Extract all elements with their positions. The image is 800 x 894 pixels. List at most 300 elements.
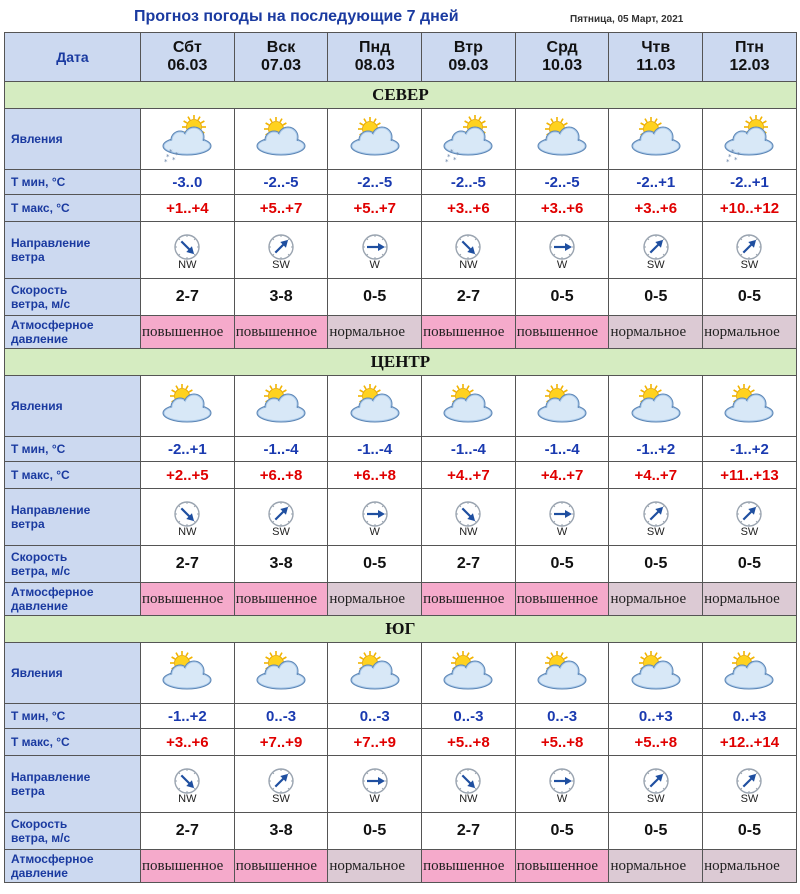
row-label-text: Т макс, °С bbox=[11, 201, 70, 215]
compass-icon bbox=[642, 233, 670, 261]
wind-direction-cell bbox=[703, 756, 797, 813]
row-label-text: Т мин, °С bbox=[11, 709, 66, 723]
wind-direction-cell bbox=[609, 489, 703, 546]
day-date: 07.03 bbox=[261, 57, 302, 74]
wind-speed-cell: 2-7 bbox=[141, 279, 235, 316]
wind-direction-label: SW bbox=[646, 258, 665, 271]
day-name: Пнд bbox=[359, 39, 391, 56]
phenomena-cell bbox=[328, 643, 422, 704]
compass-icon bbox=[548, 233, 576, 261]
row-label-text: ветра, м/с bbox=[11, 564, 71, 578]
wind-direction-row bbox=[5, 756, 797, 813]
wind-direction-label: W bbox=[556, 792, 568, 805]
svg-text:*: * bbox=[164, 158, 168, 165]
day-name: Срд bbox=[546, 39, 578, 56]
compass-icon bbox=[735, 233, 763, 261]
tmax-cell: +5..+7 bbox=[328, 195, 422, 222]
row-label-text: Атмосферное bbox=[11, 585, 94, 599]
row-label-text: Явления bbox=[11, 132, 63, 146]
wind-direction-cell bbox=[234, 222, 328, 279]
tmax-cell: +5..+8 bbox=[609, 729, 703, 756]
row-label bbox=[5, 170, 141, 195]
pressure-row bbox=[5, 850, 797, 883]
partly-cloudy-icon bbox=[437, 380, 499, 432]
tmax-row bbox=[5, 195, 797, 222]
tmin-cell: -1..+2 bbox=[703, 437, 797, 462]
phenomena-cell bbox=[422, 643, 516, 704]
svg-text:*: * bbox=[450, 148, 454, 156]
tmin-cell: -1..-4 bbox=[234, 437, 328, 462]
compass-icon bbox=[642, 500, 670, 528]
pressure-cell: нормальное bbox=[328, 583, 422, 616]
wind-direction-label: W bbox=[369, 258, 380, 271]
wind-direction-row bbox=[5, 222, 797, 279]
tmin-row bbox=[5, 704, 797, 729]
pressure-cell: повышенное bbox=[422, 316, 516, 349]
compass-icon bbox=[548, 500, 576, 528]
pressure-cell: повышенное bbox=[141, 583, 235, 616]
wind-direction-cell bbox=[328, 756, 422, 813]
compass-icon bbox=[454, 233, 482, 261]
wind-direction-cell bbox=[422, 756, 516, 813]
pressure-row bbox=[5, 316, 797, 349]
partly-cloudy-icon bbox=[531, 380, 593, 432]
row-label-text: давление bbox=[11, 332, 68, 346]
tmin-cell: -1..-4 bbox=[515, 437, 609, 462]
wind-direction-cell bbox=[328, 489, 422, 546]
phenomena-cell bbox=[703, 643, 797, 704]
partly-cloudy-icon bbox=[625, 647, 687, 699]
row-label-text: Скорость bbox=[11, 283, 68, 297]
region-name: ЮГ bbox=[5, 616, 797, 643]
wind-speed-row bbox=[5, 279, 797, 316]
day-header-3 bbox=[422, 33, 516, 82]
svg-text:*: * bbox=[731, 148, 735, 156]
tmax-cell: +3..+6 bbox=[141, 729, 235, 756]
compass-icon bbox=[361, 233, 389, 261]
day-header-1 bbox=[234, 33, 328, 82]
compass-icon bbox=[735, 500, 763, 528]
tmax-cell: +11..+13 bbox=[703, 462, 797, 489]
row-label-text: ветра bbox=[11, 517, 45, 531]
svg-text:*: * bbox=[726, 158, 730, 165]
wind-speed-cell: 3-8 bbox=[234, 546, 328, 583]
pressure-cell: повышенное bbox=[515, 316, 609, 349]
row-label-text: ветра, м/с bbox=[11, 831, 71, 845]
wind-direction-label: SW bbox=[740, 525, 759, 538]
wind-direction-cell bbox=[422, 222, 516, 279]
tmax-cell: +6..+8 bbox=[328, 462, 422, 489]
pressure-cell: повышенное bbox=[141, 850, 235, 883]
phenomena-cell bbox=[703, 109, 797, 170]
day-date: 08.03 bbox=[354, 57, 395, 74]
partly-cloudy-icon bbox=[156, 380, 218, 432]
wind-direction-cell bbox=[609, 222, 703, 279]
row-label bbox=[5, 222, 141, 279]
partly-cloudy-icon bbox=[344, 380, 406, 432]
wind-direction-cell bbox=[141, 489, 235, 546]
pressure-cell: нормальное bbox=[328, 316, 422, 349]
row-label bbox=[5, 546, 141, 583]
wind-direction-label: SW bbox=[272, 792, 290, 805]
partly-cloudy-icon bbox=[625, 380, 687, 432]
partly-cloudy-icon bbox=[344, 113, 406, 165]
tmax-cell: +6..+8 bbox=[234, 462, 328, 489]
row-label bbox=[5, 109, 141, 170]
tmin-cell: 0..+3 bbox=[609, 704, 703, 729]
pressure-cell: нормальное bbox=[609, 316, 703, 349]
phenomena-cell bbox=[515, 376, 609, 437]
pressure-cell: повышенное bbox=[515, 583, 609, 616]
day-date: 06.03 bbox=[167, 57, 208, 74]
day-name: Чтв bbox=[641, 39, 671, 56]
partly-cloudy-icon bbox=[250, 647, 312, 699]
wind-speed-cell: 0-5 bbox=[328, 813, 422, 850]
pressure-cell: повышенное bbox=[234, 850, 328, 883]
wind-speed-cell: 0-5 bbox=[703, 813, 797, 850]
wind-speed-cell: 0-5 bbox=[609, 546, 703, 583]
day-header-5 bbox=[609, 33, 703, 82]
compass-icon bbox=[267, 233, 295, 261]
phenomena-cell bbox=[141, 376, 235, 437]
date-header-label: Дата bbox=[5, 33, 141, 82]
pressure-cell: повышенное bbox=[422, 583, 516, 616]
wind-direction-label: NW bbox=[178, 525, 197, 538]
day-header-2 bbox=[328, 33, 422, 82]
phenomena-cell bbox=[703, 376, 797, 437]
row-label bbox=[5, 704, 141, 729]
tmin-cell: -2..+1 bbox=[141, 437, 235, 462]
phenomena-cell bbox=[328, 376, 422, 437]
row-label-text: Явления bbox=[11, 666, 63, 680]
partly-cloudy-icon bbox=[531, 113, 593, 165]
svg-text:*: * bbox=[445, 158, 449, 165]
wind-direction-cell bbox=[703, 489, 797, 546]
row-label bbox=[5, 437, 141, 462]
partly-cloudy-icon bbox=[344, 647, 406, 699]
cloud-snow-icon bbox=[718, 113, 780, 165]
phenomena-row bbox=[5, 109, 797, 170]
wind-speed-cell: 0-5 bbox=[515, 279, 609, 316]
row-label-text: ветра bbox=[11, 250, 45, 264]
tmax-cell: +1..+4 bbox=[141, 195, 235, 222]
row-label bbox=[5, 195, 141, 222]
day-date: 12.03 bbox=[729, 57, 770, 74]
wind-direction-cell bbox=[328, 222, 422, 279]
wind-direction-label: SW bbox=[740, 258, 759, 271]
compass-icon bbox=[454, 500, 482, 528]
wind-speed-row bbox=[5, 546, 797, 583]
phenomena-cell bbox=[234, 376, 328, 437]
day-name: Втр bbox=[453, 39, 483, 56]
tmin-cell: 0..-3 bbox=[515, 704, 609, 729]
wind-direction-label: NW bbox=[459, 792, 478, 805]
svg-text:*: * bbox=[447, 153, 451, 161]
compass-icon bbox=[548, 767, 576, 795]
day-header-6 bbox=[703, 33, 797, 82]
wind-direction-label: W bbox=[556, 258, 568, 271]
tmax-cell: +7..+9 bbox=[234, 729, 328, 756]
svg-text:*: * bbox=[169, 148, 173, 156]
row-label-text: Т макс, °С bbox=[11, 468, 70, 482]
pressure-cell: повышенное bbox=[234, 583, 328, 616]
wind-direction-cell bbox=[515, 222, 609, 279]
region-header-row bbox=[5, 349, 797, 376]
row-label bbox=[5, 376, 141, 437]
compass-icon bbox=[267, 767, 295, 795]
wind-direction-cell bbox=[234, 489, 328, 546]
date-header-row bbox=[5, 33, 797, 82]
wind-direction-label: SW bbox=[740, 792, 759, 805]
wind-direction-label: SW bbox=[646, 792, 665, 805]
wind-speed-cell: 0-5 bbox=[609, 279, 703, 316]
pressure-row bbox=[5, 583, 797, 616]
tmin-cell: -2..-5 bbox=[234, 170, 328, 195]
partly-cloudy-icon bbox=[250, 113, 312, 165]
tmax-cell: +12..+14 bbox=[703, 729, 797, 756]
tmin-cell: -1..+2 bbox=[609, 437, 703, 462]
svg-text:*: * bbox=[166, 153, 170, 161]
wind-direction-cell bbox=[141, 756, 235, 813]
tmin-cell: -2..-5 bbox=[422, 170, 516, 195]
partly-cloudy-icon bbox=[156, 647, 218, 699]
phenomena-cell bbox=[234, 109, 328, 170]
cloud-snow-icon bbox=[156, 113, 218, 165]
phenomena-cell bbox=[234, 643, 328, 704]
pressure-cell: нормальное bbox=[609, 850, 703, 883]
phenomena-cell bbox=[609, 643, 703, 704]
current-date: Пятница, 05 Март, 2021 bbox=[570, 14, 684, 25]
row-label bbox=[5, 316, 141, 349]
tmax-cell: +5..+8 bbox=[422, 729, 516, 756]
wind-direction-cell bbox=[609, 756, 703, 813]
wind-speed-cell: 0-5 bbox=[515, 813, 609, 850]
phenomena-cell bbox=[609, 376, 703, 437]
tmax-cell: +3..+6 bbox=[422, 195, 516, 222]
wind-speed-cell: 2-7 bbox=[422, 546, 516, 583]
row-label-text: ветра, м/с bbox=[11, 297, 71, 311]
wind-direction-cell bbox=[515, 489, 609, 546]
row-label-text: давление bbox=[11, 866, 68, 880]
phenomena-row bbox=[5, 376, 797, 437]
phenomena-cell bbox=[422, 376, 516, 437]
wind-speed-cell: 2-7 bbox=[141, 813, 235, 850]
wind-speed-cell: 3-8 bbox=[234, 813, 328, 850]
wind-direction-row bbox=[5, 489, 797, 546]
tmin-cell: -2..-5 bbox=[515, 170, 609, 195]
wind-direction-label: NW bbox=[178, 258, 197, 271]
svg-text:*: * bbox=[175, 151, 179, 159]
partly-cloudy-icon bbox=[625, 113, 687, 165]
compass-icon bbox=[267, 500, 295, 528]
partly-cloudy-icon bbox=[531, 647, 593, 699]
wind-speed-cell: 0-5 bbox=[515, 546, 609, 583]
row-label-text: Направление bbox=[11, 236, 91, 250]
row-label-text: Т мин, °С bbox=[11, 175, 66, 189]
day-name: Вск bbox=[266, 39, 296, 56]
forecast-table bbox=[4, 32, 797, 883]
pressure-cell: нормальное bbox=[609, 583, 703, 616]
pressure-cell: повышенное bbox=[422, 850, 516, 883]
tmin-row bbox=[5, 437, 797, 462]
tmin-cell: 0..-3 bbox=[328, 704, 422, 729]
page-title: Прогноз погоды на последующие 7 дней bbox=[134, 8, 459, 25]
partly-cloudy-icon bbox=[718, 647, 780, 699]
forecast-table-body bbox=[5, 33, 797, 883]
tmax-cell: +2..+5 bbox=[141, 462, 235, 489]
tmin-cell: -1..+2 bbox=[141, 704, 235, 729]
wind-direction-label: W bbox=[369, 792, 380, 805]
tmax-cell: +10..+12 bbox=[703, 195, 797, 222]
tmax-cell: +4..+7 bbox=[515, 462, 609, 489]
row-label bbox=[5, 462, 141, 489]
row-label-text: ветра bbox=[11, 784, 45, 798]
tmin-cell: -1..-4 bbox=[422, 437, 516, 462]
cloud-snow-icon bbox=[437, 113, 499, 165]
compass-icon bbox=[173, 767, 201, 795]
row-label bbox=[5, 489, 141, 546]
pressure-cell: повышенное bbox=[234, 316, 328, 349]
row-label-text: Т макс, °С bbox=[11, 735, 70, 749]
compass-icon bbox=[173, 500, 201, 528]
phenomena-cell bbox=[422, 109, 516, 170]
day-date: 11.03 bbox=[636, 57, 676, 74]
region-name: СЕВЕР bbox=[5, 82, 797, 109]
row-label-text: давление bbox=[11, 599, 68, 613]
pressure-cell: нормальное bbox=[328, 850, 422, 883]
row-label-text: Явления bbox=[11, 399, 63, 413]
pressure-cell: повышенное bbox=[141, 316, 235, 349]
tmax-cell: +5..+7 bbox=[234, 195, 328, 222]
wind-speed-cell: 2-7 bbox=[422, 813, 516, 850]
svg-text:*: * bbox=[737, 151, 741, 159]
tmax-cell: +3..+6 bbox=[515, 195, 609, 222]
day-date: 10.03 bbox=[542, 57, 583, 74]
phenomena-cell bbox=[141, 109, 235, 170]
region-header-row bbox=[5, 82, 797, 109]
partly-cloudy-icon bbox=[250, 380, 312, 432]
wind-direction-cell bbox=[422, 489, 516, 546]
partly-cloudy-icon bbox=[437, 647, 499, 699]
wind-direction-label: NW bbox=[178, 792, 197, 805]
partly-cloudy-icon bbox=[718, 380, 780, 432]
tmin-row bbox=[5, 170, 797, 195]
svg-text:*: * bbox=[172, 156, 176, 164]
phenomena-cell bbox=[141, 643, 235, 704]
row-label bbox=[5, 729, 141, 756]
tmax-row bbox=[5, 462, 797, 489]
pressure-cell: нормальное bbox=[703, 583, 797, 616]
wind-direction-label: SW bbox=[272, 258, 290, 271]
wind-speed-row bbox=[5, 813, 797, 850]
pressure-cell: нормальное bbox=[703, 316, 797, 349]
compass-icon bbox=[642, 767, 670, 795]
tmax-cell: +7..+9 bbox=[328, 729, 422, 756]
wind-speed-cell: 3-8 bbox=[234, 279, 328, 316]
tmax-row bbox=[5, 729, 797, 756]
row-label bbox=[5, 850, 141, 883]
tmin-cell: 0..-3 bbox=[234, 704, 328, 729]
tmin-cell: 0..+3 bbox=[703, 704, 797, 729]
day-name: Сбт bbox=[172, 39, 202, 56]
compass-icon bbox=[361, 767, 389, 795]
region-name: ЦЕНТР bbox=[5, 349, 797, 376]
region-header-row bbox=[5, 616, 797, 643]
wind-speed-cell: 0-5 bbox=[328, 279, 422, 316]
wind-direction-cell bbox=[234, 756, 328, 813]
wind-speed-cell: 2-7 bbox=[422, 279, 516, 316]
tmax-cell: +4..+7 bbox=[422, 462, 516, 489]
phenomena-cell bbox=[609, 109, 703, 170]
wind-direction-label: NW bbox=[459, 258, 478, 271]
wind-speed-cell: 0-5 bbox=[703, 546, 797, 583]
wind-direction-label: SW bbox=[646, 525, 665, 538]
day-name: Птн bbox=[734, 39, 764, 56]
svg-text:*: * bbox=[728, 153, 732, 161]
row-label bbox=[5, 583, 141, 616]
day-date: 09.03 bbox=[448, 57, 489, 74]
wind-speed-cell: 0-5 bbox=[328, 546, 422, 583]
row-label-text: Скорость bbox=[11, 550, 68, 564]
compass-icon bbox=[361, 500, 389, 528]
row-label-text: Направление bbox=[11, 503, 91, 517]
row-label bbox=[5, 756, 141, 813]
pressure-cell: повышенное bbox=[515, 850, 609, 883]
day-header-4 bbox=[515, 33, 609, 82]
tmin-cell: 0..-3 bbox=[422, 704, 516, 729]
row-label-text: Т мин, °С bbox=[11, 442, 66, 456]
svg-text:*: * bbox=[734, 156, 738, 164]
tmin-cell: -3..0 bbox=[141, 170, 235, 195]
day-header-0 bbox=[141, 33, 235, 82]
wind-speed-cell: 0-5 bbox=[609, 813, 703, 850]
row-label-text: Атмосферное bbox=[11, 852, 94, 866]
tmin-cell: -2..+1 bbox=[609, 170, 703, 195]
wind-direction-label: SW bbox=[272, 525, 290, 538]
row-label-text: Направление bbox=[11, 770, 91, 784]
wind-speed-cell: 0-5 bbox=[703, 279, 797, 316]
tmax-cell: +3..+6 bbox=[609, 195, 703, 222]
row-label bbox=[5, 643, 141, 704]
wind-direction-label: W bbox=[556, 525, 568, 538]
phenomena-row bbox=[5, 643, 797, 704]
wind-direction-cell bbox=[141, 222, 235, 279]
tmin-cell: -1..-4 bbox=[328, 437, 422, 462]
svg-text:*: * bbox=[456, 151, 460, 159]
phenomena-cell bbox=[328, 109, 422, 170]
compass-icon bbox=[735, 767, 763, 795]
svg-text:*: * bbox=[453, 156, 457, 164]
row-label bbox=[5, 279, 141, 316]
compass-icon bbox=[173, 233, 201, 261]
wind-direction-cell bbox=[515, 756, 609, 813]
row-label bbox=[5, 813, 141, 850]
tmin-cell: -2..-5 bbox=[328, 170, 422, 195]
phenomena-cell bbox=[515, 643, 609, 704]
wind-direction-cell bbox=[703, 222, 797, 279]
phenomena-cell bbox=[515, 109, 609, 170]
row-label-text: Скорость bbox=[11, 817, 68, 831]
row-label-text: Атмосферное bbox=[11, 318, 94, 332]
tmax-cell: +4..+7 bbox=[609, 462, 703, 489]
compass-icon bbox=[454, 767, 482, 795]
pressure-cell: нормальное bbox=[703, 850, 797, 883]
wind-direction-label: W bbox=[369, 525, 380, 538]
wind-speed-cell: 2-7 bbox=[141, 546, 235, 583]
wind-direction-label: NW bbox=[459, 525, 478, 538]
tmin-cell: -2..+1 bbox=[703, 170, 797, 195]
tmax-cell: +5..+8 bbox=[515, 729, 609, 756]
